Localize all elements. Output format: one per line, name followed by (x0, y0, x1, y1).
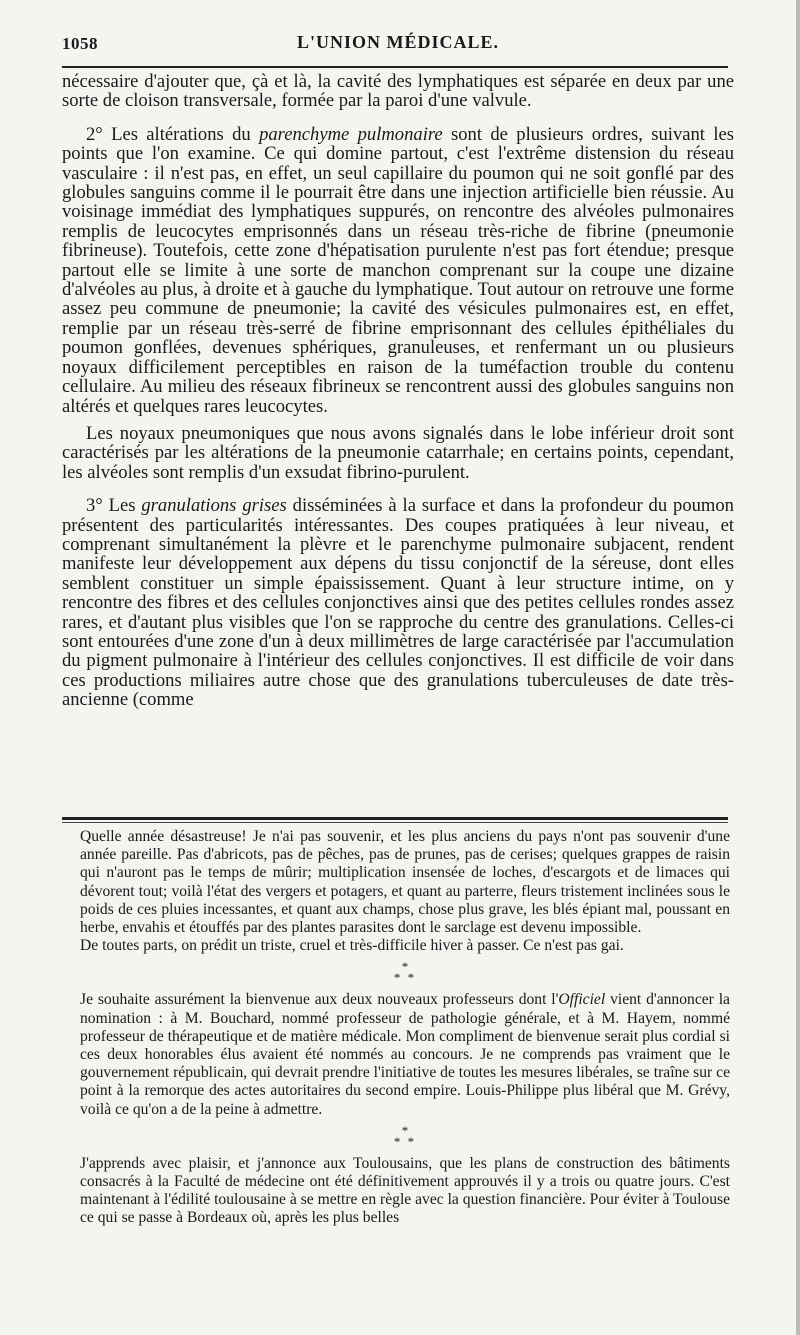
separator-star-bottom: * * (393, 970, 417, 986)
page-number: 1058 (62, 34, 98, 53)
professeurs-lead: Je souhaite assurément la bienvenue aux deux nouveaux professeurs dont l' (80, 991, 559, 1009)
separator-star-bottom: * * (393, 1133, 417, 1149)
paragraph-noyaux: Les noyaux pneumoniques que nous avons signalés dans le lobe inférieur droit sont caractérisés par les altérations de la pneumonie catarrhale; en certains points, cependant, les alvéoles sont remplis d'un exsudat fibrino-purulent. (62, 422, 734, 483)
feuilleton-column (80, 828, 730, 1228)
section-separator-1 (80, 959, 730, 986)
feuilleton-paragraph-hiver: De toutes parts, on prédit un triste, cruel et très-difficile hiver à passer. Ce n'est pas gai. (80, 937, 624, 955)
paragraph-lymphatics: nécessaire d'ajouter que, çà et là, la cavité des lymphatiques est séparée en deux par une sorte de cloison transversale, formée par la paroi d'une valvule. (62, 71, 734, 112)
header-rule (62, 66, 728, 68)
feuilleton-rule (62, 817, 728, 820)
professeurs-body: vient d'annoncer la nomination : à M. Bouchard, nommé professeur de pathologie générale, et à M. Hayem, nommé professeur de thérapeutique et de matière médicale. Mon compliment de bienvenue serait plus cordial si ces deux honorables élus avaient été nommés au concours. Je ne comprends pas vraiment que le gouvernement républicain, qui devrait prendre l'initiative de toutes les mesures libérales, se traîne sur ce point à la remorque des actes autoritaires du second empire. Louis-Philippe plus libéral que M. Grévy, voilà ce qu'on a de la peine à admettre. (80, 991, 730, 1118)
separator-star-top: * (401, 959, 409, 975)
paragraph-parenchyme-body: sont de plusieurs ordres, suivant les points que l'on examine. Ce qui domine partout, c'est l'extrême distension du réseau vasculaire : il n'est pas, en effet, un seul capillaire du poumon qui ne soit gonflé par des globules sanguins comme il le pourrait être dans une injection artificielle bien réussie. Au voisinage immédiat des lymphatiques suppurés, on rencontre des alvéoles pulmonaires remplis de leucocytes emprisonnés dans un réseau très-riche de fibrine (pneumonie fibrineuse). Toutefois, cette zone d'hépatisation purulente n'est pas fort étendue; presque partout elle se limite à une sorte de manchon comprenant sur la coupe une dizaine d'alvéoles au plus, à droite et à gauche du lymphatique. Tout autour on retrouve une forme assez peu commune de pneumonie; la cavité des vésicules pulmonaires est, en effet, remplie par un réseau très-serré de fibrine emprisonnant des cellules épithéliales du poumon gonflées, devenues sphériques, granuleuses, et renfermant un ou plusieurs noyaux difficilement perceptibles en raison de la tuméfaction trouble du contenu cellulaire. Au milieu des réseaux fibrineux se rencontrent aussi des globules sanguins non altérés et quelques rares leucocytes. (62, 123, 734, 417)
paragraph-parenchyme (62, 125, 734, 416)
feuilleton-paragraph-professeurs (80, 991, 730, 1118)
feuilleton-rule-thin (62, 822, 728, 823)
paragraph-parenchyme-lead: 2° Les altérations du (86, 123, 260, 145)
separator-star-top: * (401, 1122, 409, 1138)
page-header (62, 30, 734, 58)
term-granulations: granulations grises (141, 495, 287, 517)
journal-title: L'UNION MÉDICALE. (296, 32, 500, 52)
paragraph-granulations-lead: 3° Les (86, 495, 142, 517)
term-parenchyme: parenchyme pulmonaire (259, 123, 443, 145)
feuilleton-paragraph-annee: Quelle année désastreuse! Je n'ai pas souvenir, et les plus anciens du pays n'ont pas souvenir d'une année pareille. Pas d'abricots, pas de pêches, pas de prunes, pas de cerises; quelques grappes de raisin qui n'auront pas le temps de mûrir; multiplication insensée de loches, d'escargots et de limaces qui dévorent tout; voilà l'état des vergers et potagers, et quant au parterre, fleurs tristement inclinées sous le poids de ces pluies incessantes, et quant aux champs, chose plus grave, les blés épiant mal, poussant en herbe, envahis et étouffés par des plantes parasites dont le sarclage est devenu impossible. (80, 828, 730, 937)
section-separator-2 (80, 1122, 730, 1149)
paragraph-granulations (62, 496, 734, 709)
term-officiel: Officiel (558, 991, 606, 1009)
main-article (62, 72, 734, 710)
paragraph-granulations-body: disséminées à la surface et dans la profondeur du poumon présentent des particularités intéressantes. Des coupes pratiquées à leur niveau, et comprenant simultanément la plèvre et le parenchyme pulmonaire subjacent, rendent manifeste leur développement aux dépens du tissu conjonctif de la séreuse, dont elles semblent constituer un simple épaississement. Quant à leur structure intime, on y rencontre des fibres et des cellules conjonctives ainsi que des petites cellules rondes assez rares, et d'autant plus visibles que l'on se rapproche du centre des granulations. Celles-ci sont entourées d'une zone d'un à deux millimètres de large caractérisée par l'accumulation du pigment pulmonaire à l'intérieur des cellules conjonctives. Il est difficile de voir dans ces productions miliaires autre chose que des granulations tuberculeuses de date très-ancienne (comme (62, 495, 734, 711)
feuilleton-paragraph-toulouse: J'apprends avec plaisir, et j'annonce aux Toulousains, que les plans de construction des bâtiments consacrés à la Faculté de médecine ont été définitivement approuvés il y a trois ou quatre jours. C'est maintenant à l'édilité toulousaine à se mettre en règle avec la question financière. Pour éviter à Toulouse ce qui se passe à Bordeaux où, après les plus belles (80, 1154, 730, 1227)
